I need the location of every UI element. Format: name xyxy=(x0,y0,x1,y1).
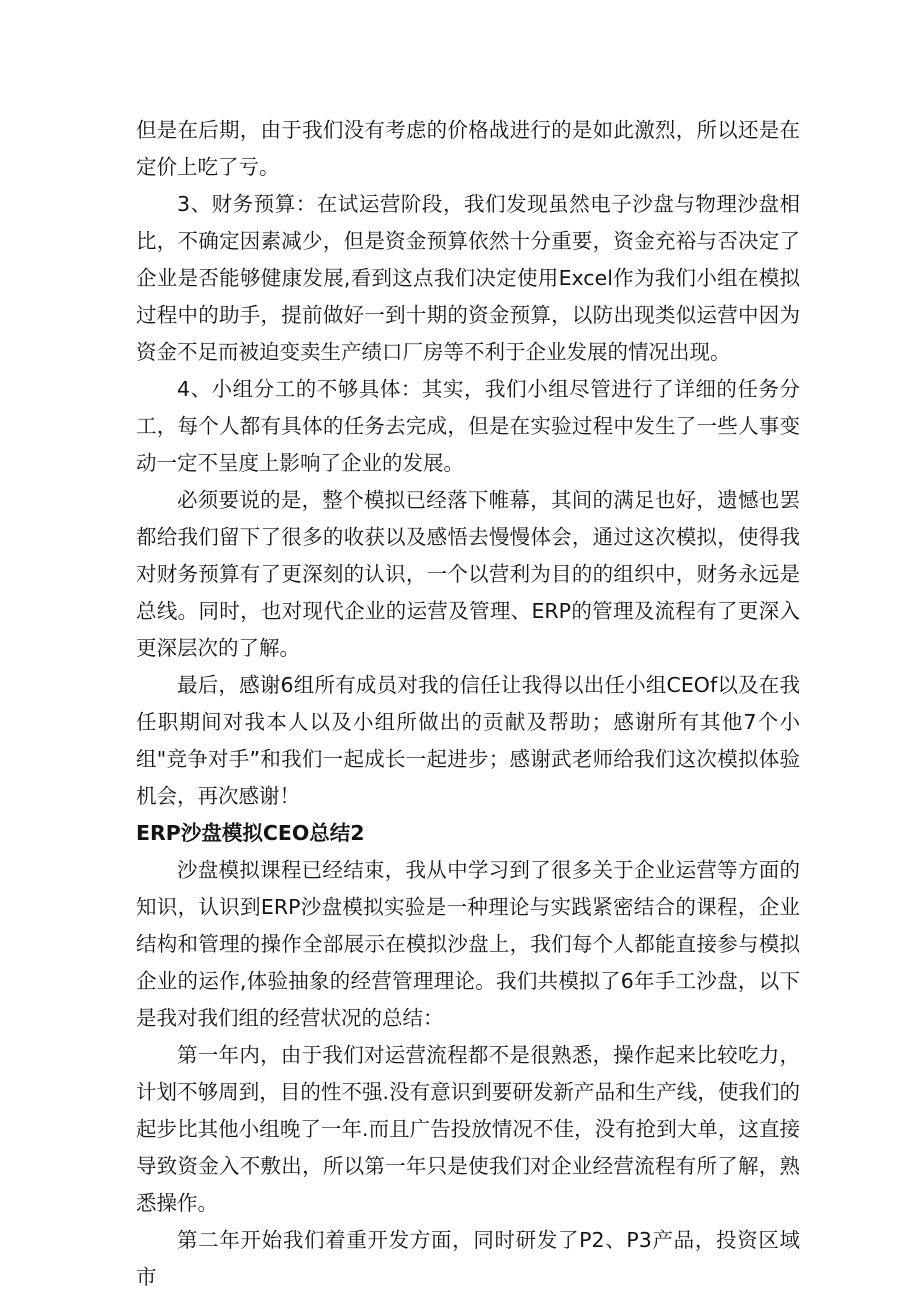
paragraph-reflection: 必须要说的是，整个模拟已经落下帷幕，其间的满足也好，遗憾也罢都给我们留下了很多的收获以及感悟去慢慢体会，通过这次模拟，使得我对财务预算有了更深刻的认识，一个以营利为目的的组织中，财务永远是总线。同时，也对现代企业的运营及管理、ERP的管理及流程有了更深入更深层次的了解。 xyxy=(136,488,800,660)
paragraph-second-year: 第二年开始我们着重开发方面，同时研发了P2、P3产品，投资区域市 xyxy=(136,1228,800,1289)
document-page xyxy=(136,112,800,1296)
paragraph-pricing-lesson: 但是在后期，由于我们没有考虑的价格战进行的是如此激烈，所以还是在定价上吃了亏。 xyxy=(136,118,800,179)
paragraph-financial-budget: 3、财务预算：在试运营阶段，我们发现虽然电子沙盘与物理沙盘相比，不确定因素减少，但是资金预算依然十分重要，资金充裕与否决定了企业是否能够健康发展,看到这点我们决定使用Excel作为我们小组在模拟过程中的助手，提前做好一到十期的资金预算，以防出现类似运营中因为资金不足而被迫变卖生产绩口厂房等不利于企业发展的情况出现。 xyxy=(136,192,800,364)
section-heading: ERP沙盘模拟CEO总结2 xyxy=(136,821,365,845)
paragraph-course-summary: 沙盘模拟课程已经结束，我从中学习到了很多关于企业运营等方面的知识，认识到ERP沙盘模拟实验是一种理论与实践紧密结合的课程，企业结构和管理的操作全部展示在模拟沙盘上，我们每个人都能直接参与模拟企业的运作,体验抽象的经营管理理论。我们共模拟了6年手工沙盘，以下是我对我们组的经营状况的总结： xyxy=(136,858,800,1030)
paragraph-thanks: 最后，感谢6组所有成员对我的信任让我得以出任小组CEOf以及在我任职期间对我本人以及小组所做出的贡献及帮助；感谢所有其他7个小组"竞争对手”和我们一起成长一起进步；感谢武老师给我们这次模拟体验机会，再次感谢！ xyxy=(136,673,800,808)
paragraph-team-division: 4、小组分工的不够具体：其实，我们小组尽管进行了详细的任务分工，每个人都有具体的任务去完成，但是在实验过程中发生了一些人事变动一定不呈度上影响了企业的发展。 xyxy=(136,377,800,475)
paragraph-first-year: 第一年内，由于我们对运营流程都不是很熟悉，操作起来比较吃力，计划不够周到，目的性不强.没有意识到要研发新产品和生产线，使我们的起步比其他小组晚了一年.而且广告投放情况不佳，没有抢到大单，这直接导致资金入不敷出，所以第一年只是使我们对企业经营流程有所了解，熟悉操作。 xyxy=(136,1043,800,1215)
